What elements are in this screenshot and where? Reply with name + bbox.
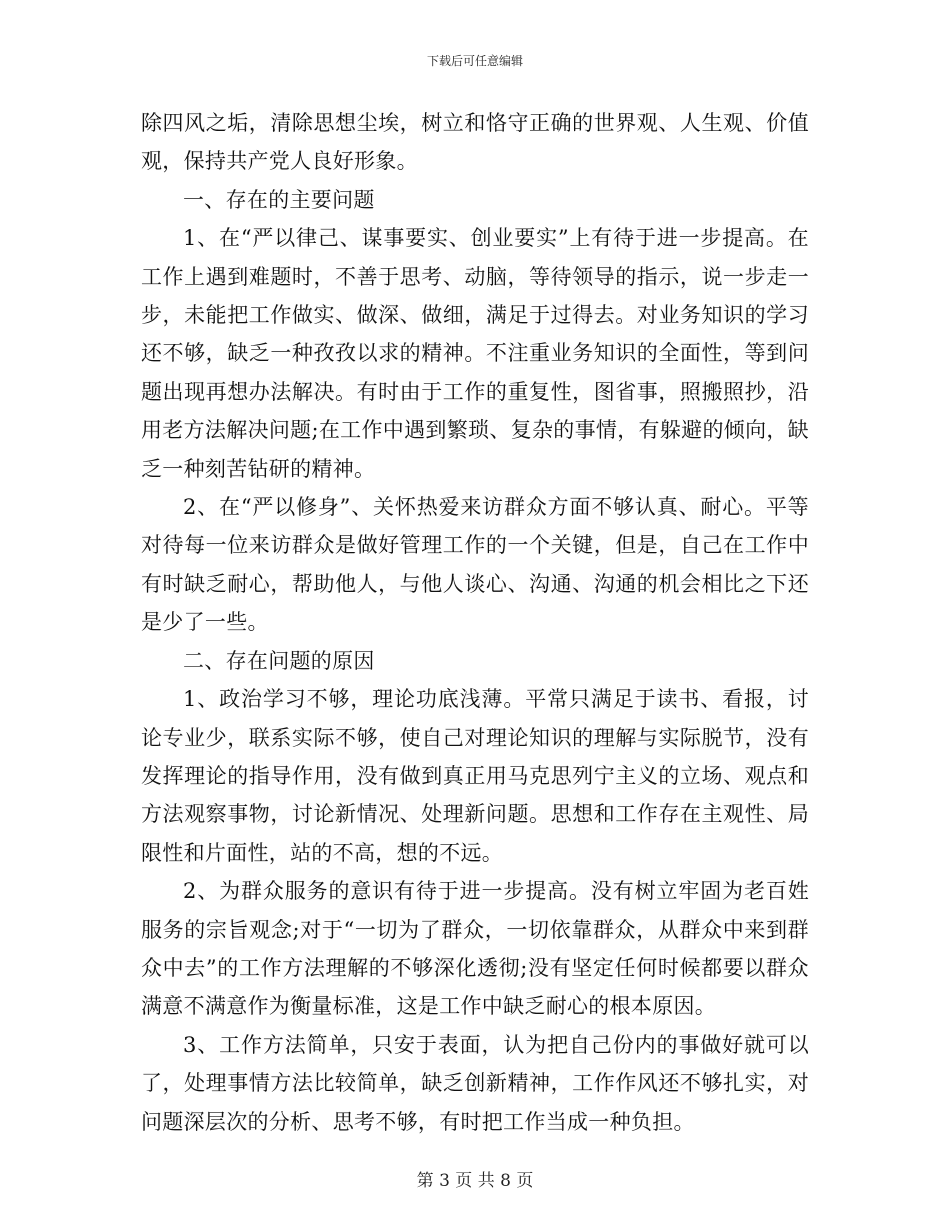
page-number: 第 3 页 共 8 页 [416,1171,534,1191]
paragraph-problem-1: 1、在“严以律己、谋事要实、创业要实”上有待于进一步提高。在工作上遇到难题时，不善于思考、动脑，等待领导的指示，说一步走一步，未能把工作做实、做深、做细，满足于过得去。对业务知识的学习还不够，缺乏一种孜孜以求的精神。不注重业务知识的全面性，等到问题出现再想办法解决。有时由于工作的重复性，图省事，照搬照抄，沿用老方法解决问题;在工作中遇到繁琐、复杂的事情，有躲避的倾向，缺乏一种刻苦钻研的精神。 [141,226,809,481]
section-heading-causes: 二、存在问题的原因 [183,648,375,673]
document-body [141,104,809,1141]
paragraph-cause-1: 1、政治学习不够，理论功底浅薄。平常只满足于读书、看报，讨论专业少，联系实际不够，使自己对理论知识的理解与实际脱节，没有发挥理论的指导作用，没有做到真正用马克思列宁主义的立场、观点和方法观察事物，讨论新情况、处理新问题。思想和工作存在主观性、局限性和片面性，站的不高，想的不远。 [141,687,809,865]
page-header-note: 下载后可任意编辑 [426,54,523,68]
paragraph-problem-2: 2、在“严以修身”、关怀热爱来访群众方面不够认真、耐心。平等对待每一位来访群众是做好管理工作的一个关键，但是，自己在工作中有时缺乏耐心，帮助他人，与他人谈心、沟通、沟通的机会相比之下还是少了一些。 [141,495,809,635]
paragraph-cause-3: 3、工作方法简单，只安于表面，认为把自己份内的事做好就可以了，处理事情方法比较简单，缺乏创新精神，工作作风还不够扎实，对问题深层次的分析、思考不够，有时把工作当成一种负担。 [141,1032,809,1134]
paragraph-continuation: 除四风之垢，清除思想尘埃，树立和恪守正确的世界观、人生观、价值观，保持共产党人良好形象。 [141,111,809,174]
section-heading-main-problems: 一、存在的主要问题 [183,187,375,212]
paragraph-cause-2: 2、为群众服务的意识有待于进一步提高。没有树立牢固为老百姓服务的宗旨观念;对于“一切为了群众，一切依靠群众，从群众中来到群众中去”的工作方法理解的不够深化透彻;没有坚定任何时候都要以群众满意不满意作为衡量标准，这是工作中缺乏耐心的根本原因。 [141,879,809,1019]
